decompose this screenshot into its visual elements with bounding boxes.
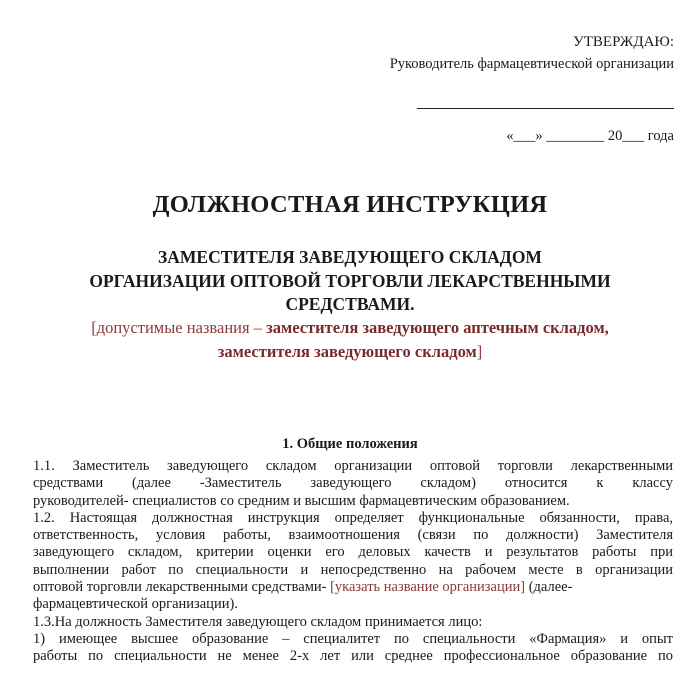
section-body bbox=[33, 458, 673, 666]
alt-names-suffix: ] bbox=[476, 342, 483, 361]
approval-date-line: «___» ________ 20___ года bbox=[506, 128, 674, 144]
body-line: руководителей- специалистов со средним и высшим фармацевтическим образованием. bbox=[33, 492, 570, 509]
body-line-with-placeholder bbox=[33, 579, 673, 596]
subtitle-line-3: СРЕДСТВАМИ. bbox=[285, 294, 415, 314]
approval-subtitle: Руководитель фармацевтической организации bbox=[389, 56, 674, 72]
subtitle-line-2: ОРГАНИЗАЦИИ ОПТОВОЙ ТОРГОВЛИ ЛЕКАРСТВЕННЫМИ bbox=[89, 271, 611, 291]
alt-names-prefix: [допустимые названия – bbox=[91, 318, 267, 337]
body-line: средствами (далее -Заместитель заведующего складом) относится к классу bbox=[33, 475, 673, 492]
body-line: 1.3.На должность Заместителя заведующего складом принимается лицо: bbox=[33, 613, 483, 630]
body-line: 1.2. Настоящая должностная инструкция определяет функциональные обязанности, права, bbox=[33, 509, 673, 526]
alt-name-2: заместителя заведующего складом bbox=[217, 342, 477, 361]
line8-before: оптовой торговли лекарственными средствами- bbox=[33, 579, 331, 596]
subtitle-line-1: ЗАМЕСТИТЕЛЯ ЗАВЕДУЮЩЕГО СКЛАДОМ bbox=[158, 247, 542, 267]
body-line: заведующего складом, критерии оценки его деловых качеств и результатов работы при bbox=[33, 544, 673, 561]
body-line: фармацевтической организации). bbox=[33, 596, 238, 613]
line8-after: (далее- bbox=[525, 579, 573, 596]
body-line: ответственность, условия работы, взаимоотношения (связи по должности) Заместителя bbox=[33, 527, 673, 544]
approval-title: УТВЕРЖДАЮ: bbox=[573, 34, 674, 50]
document-title: ДОЛЖНОСТНАЯ ИНСТРУКЦИЯ bbox=[152, 191, 548, 218]
body-line: 1) имеющее высшее образование – специалитет по специальности «Фармация» и опыт bbox=[33, 630, 673, 647]
alt-names-line-1 bbox=[0, 318, 700, 338]
signature-line bbox=[417, 108, 674, 109]
alt-names-line-2 bbox=[0, 342, 700, 362]
body-line: 1.1. Заместитель заведующего складом организации оптовой торговли лекарственными bbox=[33, 458, 673, 474]
section-heading: 1. Общие положения bbox=[282, 436, 418, 452]
alt-name-1: заместителя заведующего аптечным складом, bbox=[266, 318, 609, 337]
body-line: работы по специальности не менее 2-х лет или среднее профессиональное образование по bbox=[33, 648, 673, 665]
organization-placeholder: [указать название организации] bbox=[330, 579, 526, 596]
body-line: выполнении работ по специальности и непосредственно на рабочем месте в организации bbox=[33, 561, 673, 578]
